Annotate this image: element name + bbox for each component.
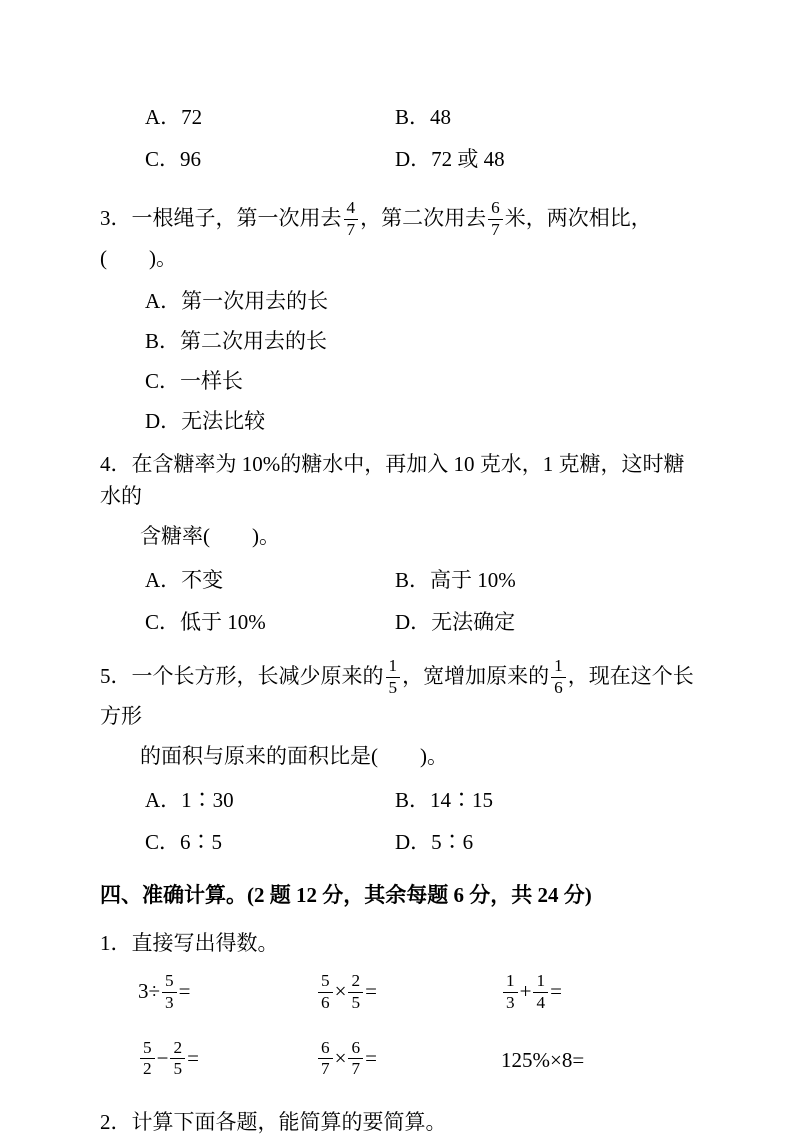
question-4-stem-line2: 含糖率( )。 [140,524,280,549]
calc-expression-1: 3÷ $\frac{5}{3}$ = [138,971,191,1012]
question-3-option-d: D．无法比较 [145,409,266,434]
question-5-stem-line2: 的面积与原来的面积比是( )。 [140,744,448,769]
question-2-option-a: A．72 [145,105,203,129]
question-5-option-a: A．1∶30 [145,788,234,813]
section-4-item-1: 1．直接写出得数。 [100,931,279,956]
fraction: $\frac{2}{5}$ [348,972,363,1012]
section-4-title: 四、准确计算。(2 题 12 分，其余每题 6 分，共 24 分) [100,883,592,908]
question-2-option-d: D．72 或 48 [395,147,505,171]
fraction: $\frac{5}{6}$ [318,972,333,1012]
question-3-stem: 3．一根绳子，第一次用去 $\frac{4}{7}$ ，第二次用去 $\frac{6}{7}$ 米，两次相比，( )。 [100,198,652,271]
fraction: $\frac{4}{7}$ [344,199,359,239]
question-3-options [145,288,703,435]
calc-expression-5: $\frac{6}{7}$ × $\frac{6}{7}$ = [316,1038,501,1082]
fraction: $\frac{1}{3}$ [503,972,518,1012]
calc-expression-6: 125%×8= [501,1047,585,1072]
fraction: $\frac{1}{6}$ [551,657,566,697]
question-3-option-b: B．第二次用去的长 [145,329,328,354]
question-4-option-c: C．低于 10% [145,610,266,635]
question-2-options [145,104,703,173]
question-4-stem-line1: 4．在含糖率为 10%的糖水中，再加入 10 克水，1 克糖，这时糖水的 [100,452,685,509]
calc-expression-4: $\frac{5}{2}$ − $\frac{2}{5}$ = [138,1038,316,1082]
section-4-item-2: 2．计算下面各题，能简算的要简算。 [100,1109,447,1134]
question-2-option-b: B．48 [395,105,452,129]
question-5-option-d: D．5∶6 [395,830,474,855]
fraction: $\frac{2}{5}$ [170,1039,185,1079]
question-3-option-a: A．第一次用去的长 [145,289,329,314]
calc-row-1 [138,971,703,1015]
calc-expression-2: $\frac{5}{6}$ × $\frac{2}{5}$ = [316,971,501,1015]
question-5-options [145,787,703,856]
fraction: $\frac{5}{2}$ [140,1039,155,1079]
fraction: $\frac{6}{7}$ [348,1039,363,1079]
fraction: $\frac{6}{7}$ [318,1039,333,1079]
question-5-stem-line1: 5．一个长方形，长减少原来的 $\frac{1}{5}$ ，宽增加原来的 $\frac{1}{6}$ ，现在这个长方形 [100,656,694,729]
calc-row-2 [138,1038,703,1082]
question-4-option-b: B．高于 10% [395,568,516,593]
question-5-option-b: B．14∶15 [395,788,494,813]
question-3-option-c: C．一样长 [145,369,244,394]
question-4-option-a: A．不变 [145,568,224,593]
fraction: $\frac{6}{7}$ [488,199,503,239]
fraction: $\frac{5}{3}$ [162,972,177,1012]
question-5-option-c: C．6∶5 [145,830,223,855]
question-2-option-c: C．96 [145,147,202,171]
fraction: $\frac{1}{5}$ [386,657,401,697]
fraction: $\frac{1}{4}$ [533,972,548,1012]
question-4-options [145,567,703,636]
calc-expression-3: $\frac{1}{3}$ + $\frac{1}{4}$ = [501,971,703,1015]
question-4-option-d: D．无法确定 [395,610,516,635]
